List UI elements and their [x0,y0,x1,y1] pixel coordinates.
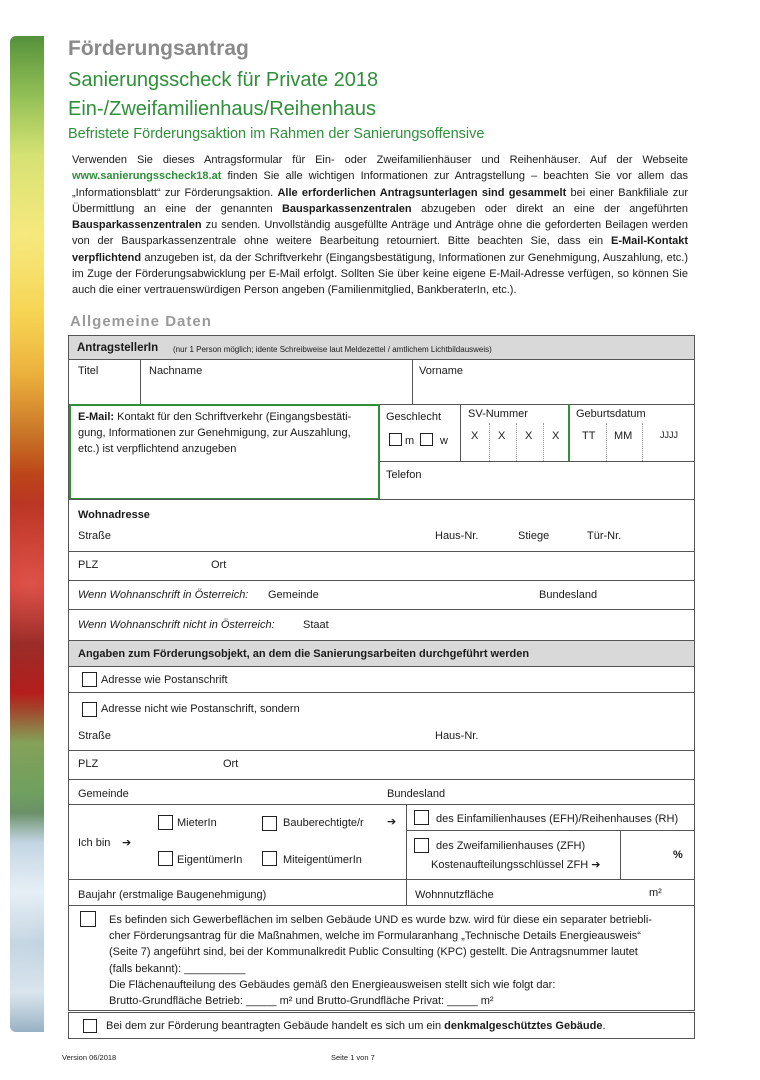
ort-field[interactable]: Ort [211,559,227,571]
haus-nr-field[interactable]: Haus-Nr. [435,530,479,542]
birth-year-input[interactable]: JJJJ [660,430,678,440]
footer-version: Version 06/2018 [62,1053,117,1062]
name-row[interactable] [68,359,695,405]
other-address-label: Adresse nicht wie Postanschrift, sondern [101,703,300,715]
divider [380,461,695,462]
divider [412,360,413,404]
plz-field[interactable]: PLZ [78,559,99,571]
geburtsdatum-label: Geburtsdatum [576,408,646,420]
intro-text: finden Sie alle wichtigen Informationen zur Antragstellung – beachten Sie vor allem das „Informationsblatt“ zur Förderungsaktion. [72,170,688,199]
commercial-text: Die Flächenaufteilung des Gebäudes gemäß den Energieausweisen stellt sich wie folgt dar: [109,978,556,991]
gender-m-label: m [405,435,415,447]
gender-m-checkbox[interactable] [389,433,402,446]
address-at-row [68,580,695,610]
divider [69,551,694,552]
vorname-label: Vorname [419,365,464,377]
staat-field[interactable]: Staat [303,619,329,631]
object-strasse-field[interactable]: Straße [78,730,112,742]
sv-digit-input[interactable]: X [525,430,533,442]
commercial-text: Brutto-Grundfläche Betrieb: _____ m² und Brutto-Grundfläche Privat: _____ m² [109,995,494,1008]
percent-field[interactable]: % [673,849,683,861]
zfh-checkbox[interactable] [414,838,429,853]
page-subtitle-3: Befristete Förderungsaktion im Rahmen der Sanierungsoffensive [68,126,485,142]
object-header-row [68,640,695,667]
page-title: Förderungsantrag [68,37,249,60]
nachname-label: Nachname [149,365,203,377]
ownership-block [68,804,695,880]
object-heading: Angaben zum Förderungsobjekt, an dem die Sanierungsarbeiten durchgeführt werden [78,648,530,660]
address-block [68,499,695,581]
birth-month-input[interactable]: MM [614,430,633,442]
bauberechtigte-label: Bauberechtigte/r [283,817,364,829]
gender-w-label: w [440,435,448,447]
bundesland-field[interactable]: Bundesland [539,589,598,601]
intro-bold: Bausparkassenzentralen [281,202,412,215]
object-bundesland-field[interactable]: Bundesland [387,788,446,800]
divider [406,830,694,831]
address-at-label: Wenn Wohnanschrift in Österreich: [78,589,249,601]
address-foreign-label: Wenn Wohnanschrift nicht in Österreich: [78,619,275,631]
gemeinde-field[interactable]: Gemeinde [268,589,319,601]
same-address-checkbox[interactable] [82,672,97,687]
email-note: Kontakt für den Schriftverkehr (Eingangsbestäti- [114,411,352,423]
intro-text: Verwenden Sie dieses Antragsformular für Ein- oder Zweifamilienhäuser und Reihenhäuser. Auf der Webseite [72,154,688,166]
divider [406,880,407,905]
titel-label: Titel [78,365,99,377]
divider [642,423,643,461]
gender-w-checkbox[interactable] [420,433,433,446]
m2-unit: m² [649,887,662,899]
application-form [68,335,695,1040]
commercial-text: cher Förderungsantrag für die Maßnahmen, welche im Formularanhang „Technische Details Energieausweis“ [109,930,641,943]
sv-nummer-label: SV-Nummer [468,408,528,420]
divider [140,360,141,404]
email-note: gung, Informationen zur Genehmigung, zur Auszahlung, [78,427,351,439]
tuer-nr-field[interactable]: Tür-Nr. [587,530,622,542]
telefon-field[interactable]: Telefon [386,469,422,481]
monument-row [68,1012,695,1039]
page-subtitle-2: Ein-/Zweifamilienhaus/Reihenhaus [68,98,376,120]
divider [489,423,490,461]
page-subtitle-1: Sanierungsscheck für Private 2018 [68,69,379,91]
miteigentuemerin-checkbox[interactable] [262,851,277,866]
divider [406,805,407,879]
intro-bold: Alle erforderlichen Antragsunterlagen sind gesammelt [277,186,567,199]
geschlecht-label: Geschlecht [386,411,442,423]
object-plz-field[interactable]: PLZ [78,758,99,770]
intro-text: abzugeben oder direkt an eine der angeführten [411,202,688,215]
applicant-header-row [68,335,695,360]
monument-text: Bei dem zur Förderung beantragten Gebäude handelt es sich um ein [106,1020,445,1032]
ich-bin-label: Ich bin [78,837,111,849]
eigentuemerin-label: EigentümerIn [177,854,243,866]
email-field[interactable] [69,404,380,500]
same-address-row [68,666,695,693]
other-address-block [68,692,695,780]
decorative-image-strip [10,36,44,1032]
divider [620,830,621,879]
commercial-checkbox[interactable] [80,911,96,927]
efh-checkbox[interactable] [414,810,429,825]
mieterin-checkbox[interactable] [158,815,173,830]
sv-digit-input[interactable]: X [552,430,560,442]
email-label: E-Mail: [78,411,115,423]
commercial-text: (Seite 7) angeführt sind, bei der Kommunalkredit Public Consulting (KPC) gestellt. Die Antragsnummer lautet [109,946,638,959]
arrow-icon: ➔ [387,816,397,828]
section-title: Allgemeine Daten [70,313,212,330]
miteigentuemerin-label: MiteigentümerIn [283,854,362,866]
commercial-text: (falls bekannt): __________ [109,962,246,975]
sv-digit-input[interactable]: X [471,430,479,442]
birth-day-input[interactable]: TT [582,430,596,442]
intro-bold: Bausparkassenzentralen [72,219,202,232]
divider [460,405,461,461]
intro-text: anzugeben ist, da der Schriftverkehr (Eingangsbestätigung, Informationen zur Genehmigung, Auszahlung, etc.) im Zuge der Förderungsabwicklung per E-Mail erfolgt. Sollten Sie über keine eigene E-Mail-Adresse verfügen, so können Sie auch die einer vertrauenswürdigen Person angeben (Familienmitglied, BankberaterIn, etc.). [72,251,688,297]
monument-text: . [602,1020,606,1032]
website-link[interactable]: www.sanierungsscheck18.at [72,170,222,183]
intro-bold: E-Mail-Kontakt verpflichtend [72,235,688,264]
applicant-heading: AntragstellerIn [77,342,159,354]
zfh-label: des Zweifamilienhauses (ZFH) [436,840,586,852]
intro-text: bei einer Bankfiliale zur Übermittlung an eine der genannten [72,186,688,215]
baujahr-field[interactable]: Baujahr (erstmalige Baugenehmigung) [78,889,267,901]
object-ort-field[interactable]: Ort [223,758,239,770]
bauberechtigte-checkbox[interactable] [262,816,277,831]
divider [568,404,570,462]
wohnnutzflaeche-field[interactable]: Wohnnutzfläche [415,889,494,901]
mieterin-label: MieterIn [177,817,217,829]
address-foreign-row [68,609,695,641]
commercial-block [68,905,695,1011]
strasse-field[interactable]: Straße [78,530,112,542]
intro-text: zu senden. Unvollständig ausgefüllte Anträge und Anträge ohne die geforderten Beilagen werden von der Bausparkassenzentrale ohne weitere Bearbeitung retourniert. Bitte beachten Sie, dass ein [72,219,688,248]
monument-checkbox[interactable] [83,1019,97,1033]
kostenschluessel-label: Kostenaufteilungsschlüssel ZFH ➔ [431,859,601,871]
eigentuemerin-checkbox[interactable] [158,851,173,866]
divider [516,423,517,461]
stiege-field[interactable]: Stiege [518,530,550,542]
baujahr-row [68,879,695,906]
applicant-heading-note: (nur 1 Person möglich; idente Schreibweise laut Meldezettel / amtlichem Lichtbildausweis) [173,345,492,354]
footer-page: Seite 1 von 7 [331,1053,375,1062]
object-gemeinde-field[interactable]: Gemeinde [78,788,129,800]
same-address-label: Adresse wie Postanschrift [101,674,228,686]
monument-bold: denkmalgeschütztes Gebäude [444,1020,603,1032]
object-haus-nr-field[interactable]: Haus-Nr. [435,730,479,742]
divider [606,423,607,461]
object-gemeinde-row [68,779,695,805]
divider [69,750,694,751]
other-address-checkbox[interactable] [82,702,97,717]
email-note: etc.) ist verpflichtend anzugeben [78,443,237,455]
commercial-text: Es befinden sich Gewerbeflächen im selben Gebäude UND es wurde bzw. wird für diese ein separater betriebli- [109,914,652,926]
sv-digit-input[interactable]: X [498,430,506,442]
wohnadresse-heading: Wohnadresse [78,509,150,521]
efh-label: des Einfamilienhauses (EFH)/Reihenhauses (RH) [436,813,679,825]
divider [543,423,544,461]
intro-paragraph [72,152,688,299]
arrow-icon: ➔ [122,837,132,849]
